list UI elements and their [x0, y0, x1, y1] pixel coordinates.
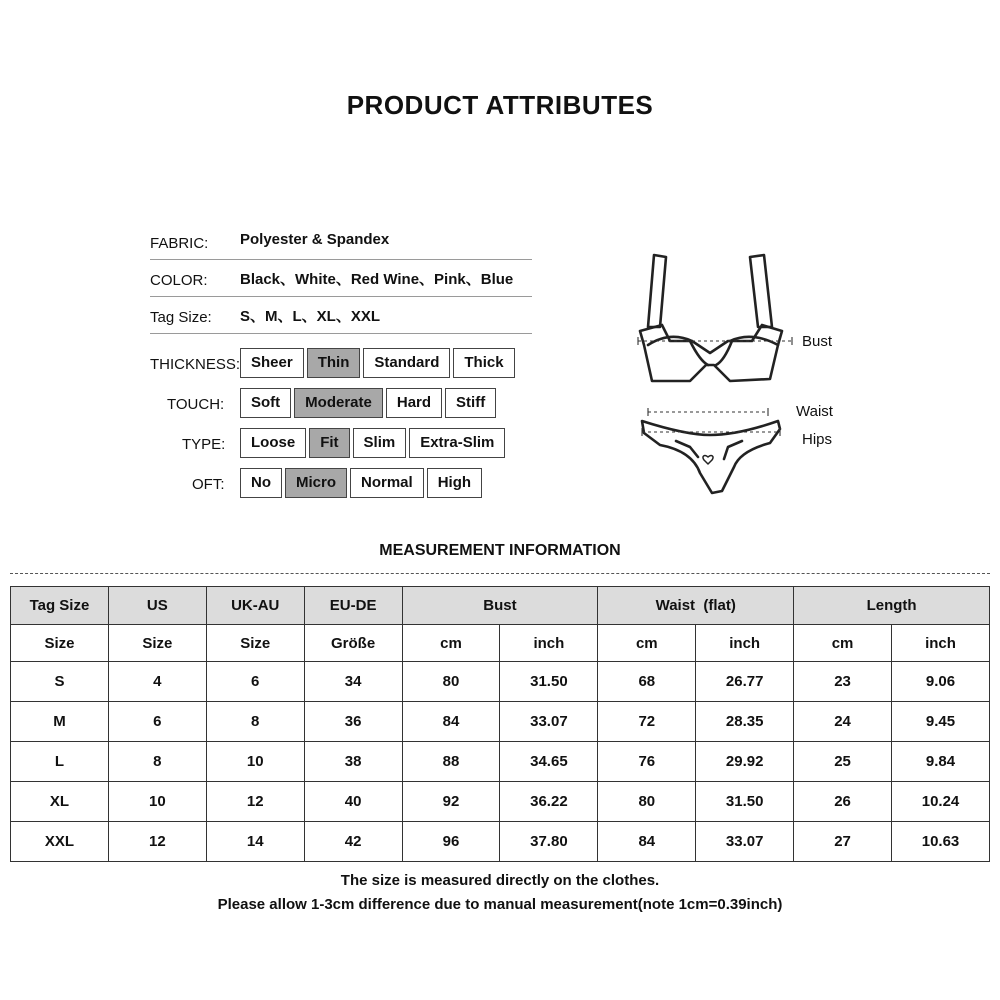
table-cell: 23	[794, 662, 892, 702]
table-cell: 40	[304, 782, 402, 822]
dashed-divider	[10, 573, 990, 574]
fabric-label: FABRIC:	[150, 235, 209, 252]
table-cell: 12	[206, 782, 304, 822]
table-cell: 28.35	[696, 702, 794, 742]
option-label: TYPE:	[182, 436, 226, 453]
table-cell: 29.92	[696, 742, 794, 782]
option-label: TOUCH:	[167, 396, 225, 413]
header-cell: EU-DE	[304, 587, 402, 625]
table-row	[11, 742, 990, 782]
option-chip: Extra-Slim	[409, 428, 505, 458]
table-cell: 92	[402, 782, 500, 822]
option-chip: Slim	[353, 428, 407, 458]
table-cell: M	[11, 702, 109, 742]
option-chip: Loose	[240, 428, 306, 458]
table-cell: 10	[206, 742, 304, 782]
option-chip: Thin	[307, 348, 361, 378]
option-label: THICKNESS:	[150, 356, 241, 373]
table-cell: 68	[598, 662, 696, 702]
table-cell: 12	[108, 822, 206, 862]
table-cell: L	[11, 742, 109, 782]
table-row	[11, 702, 990, 742]
table-cell: 27	[794, 822, 892, 862]
table-cell: 4	[108, 662, 206, 702]
table-cell: 42	[304, 822, 402, 862]
header-cell: Waist (flat)	[598, 587, 794, 625]
hips-label: Hips	[802, 431, 833, 448]
table-cell: 6	[108, 702, 206, 742]
fabric-row	[150, 230, 532, 260]
table-cell: 14	[206, 822, 304, 862]
table-cell: 6	[206, 662, 304, 702]
option-group	[240, 388, 496, 418]
option-chip: Fit	[309, 428, 349, 458]
option-chip: Hard	[386, 388, 442, 418]
table-cell: 34.65	[500, 742, 598, 782]
header-cell: Length	[794, 587, 990, 625]
table-subheader-row	[11, 625, 990, 662]
bust-label: Bust	[802, 333, 833, 350]
table-cell: 26.77	[696, 662, 794, 702]
option-chip: Normal	[350, 468, 424, 498]
option-chip: Standard	[363, 348, 450, 378]
table-cell: 33.07	[500, 702, 598, 742]
option-group	[240, 468, 482, 498]
subheader-cell: inch	[696, 625, 794, 662]
table-cell: 84	[402, 702, 500, 742]
table-cell: 80	[598, 782, 696, 822]
fabric-value: Polyester & Spandex	[240, 231, 390, 248]
subheader-cell: cm	[402, 625, 500, 662]
option-label: OFT:	[192, 476, 225, 493]
garment-illustration	[630, 245, 800, 510]
table-cell: 10.24	[892, 782, 990, 822]
color-value: Black、White、Red Wine、Pink、Blue	[240, 271, 514, 288]
subheader-cell: inch	[500, 625, 598, 662]
color-label: COLOR:	[150, 272, 208, 289]
option-chip: Thick	[453, 348, 514, 378]
size-table	[10, 586, 990, 862]
page-title: PRODUCT ATTRIBUTES	[346, 90, 654, 120]
tag-size-row	[150, 304, 532, 334]
tag-size-label: Tag Size:	[150, 309, 212, 326]
subheader-cell: Size	[206, 625, 304, 662]
subheader-cell: Size	[11, 625, 109, 662]
table-cell: 10	[108, 782, 206, 822]
tag-size-value: S、M、L、XL、XXL	[240, 308, 381, 325]
table-cell: 96	[402, 822, 500, 862]
subheader-cell: Größe	[304, 625, 402, 662]
subheader-cell: inch	[892, 625, 990, 662]
waist-label: Waist	[796, 403, 833, 420]
header-cell: UK-AU	[206, 587, 304, 625]
table-cell: XXL	[11, 822, 109, 862]
table-cell: 33.07	[696, 822, 794, 862]
option-chip: Micro	[285, 468, 347, 498]
table-cell: 9.84	[892, 742, 990, 782]
table-cell: 26	[794, 782, 892, 822]
table-header-row	[11, 587, 990, 625]
option-group	[240, 348, 515, 378]
table-cell: 36.22	[500, 782, 598, 822]
table-row	[11, 662, 990, 702]
table-cell: 8	[108, 742, 206, 782]
subheader-cell: Size	[108, 625, 206, 662]
table-cell: 80	[402, 662, 500, 702]
table-cell: 10.63	[892, 822, 990, 862]
header-cell: Bust	[402, 587, 598, 625]
subheader-cell: cm	[794, 625, 892, 662]
table-cell: 88	[402, 742, 500, 782]
table-cell: 72	[598, 702, 696, 742]
table-cell: S	[11, 662, 109, 702]
note-difference: Please allow 1-3cm difference due to manual measurement(note 1cm=0.39inch)	[217, 896, 783, 913]
table-cell: 36	[304, 702, 402, 742]
table-cell: 31.50	[500, 662, 598, 702]
table-cell: 9.06	[892, 662, 990, 702]
option-chip: Stiff	[445, 388, 496, 418]
table-cell: 24	[794, 702, 892, 742]
option-chip: No	[240, 468, 282, 498]
table-cell: 37.80	[500, 822, 598, 862]
option-chip: Moderate	[294, 388, 383, 418]
option-chip: Sheer	[240, 348, 304, 378]
table-cell: 34	[304, 662, 402, 702]
color-row	[150, 267, 532, 297]
table-cell: 38	[304, 742, 402, 782]
table-cell: 9.45	[892, 702, 990, 742]
header-cell: Tag Size	[11, 587, 109, 625]
note-measured: The size is measured directly on the clothes.	[340, 872, 660, 889]
bra-and-panty-icon	[630, 245, 800, 505]
table-cell: 84	[598, 822, 696, 862]
table-row	[11, 782, 990, 822]
table-cell: 76	[598, 742, 696, 782]
subheader-cell: cm	[598, 625, 696, 662]
table-cell: 8	[206, 702, 304, 742]
option-chip: High	[427, 468, 482, 498]
option-group	[240, 428, 505, 458]
table-cell: 31.50	[696, 782, 794, 822]
header-cell: US	[108, 587, 206, 625]
table-cell: XL	[11, 782, 109, 822]
table-row	[11, 822, 990, 862]
option-chip: Soft	[240, 388, 291, 418]
table-cell: 25	[794, 742, 892, 782]
measurement-title: MEASUREMENT INFORMATION	[379, 542, 621, 559]
